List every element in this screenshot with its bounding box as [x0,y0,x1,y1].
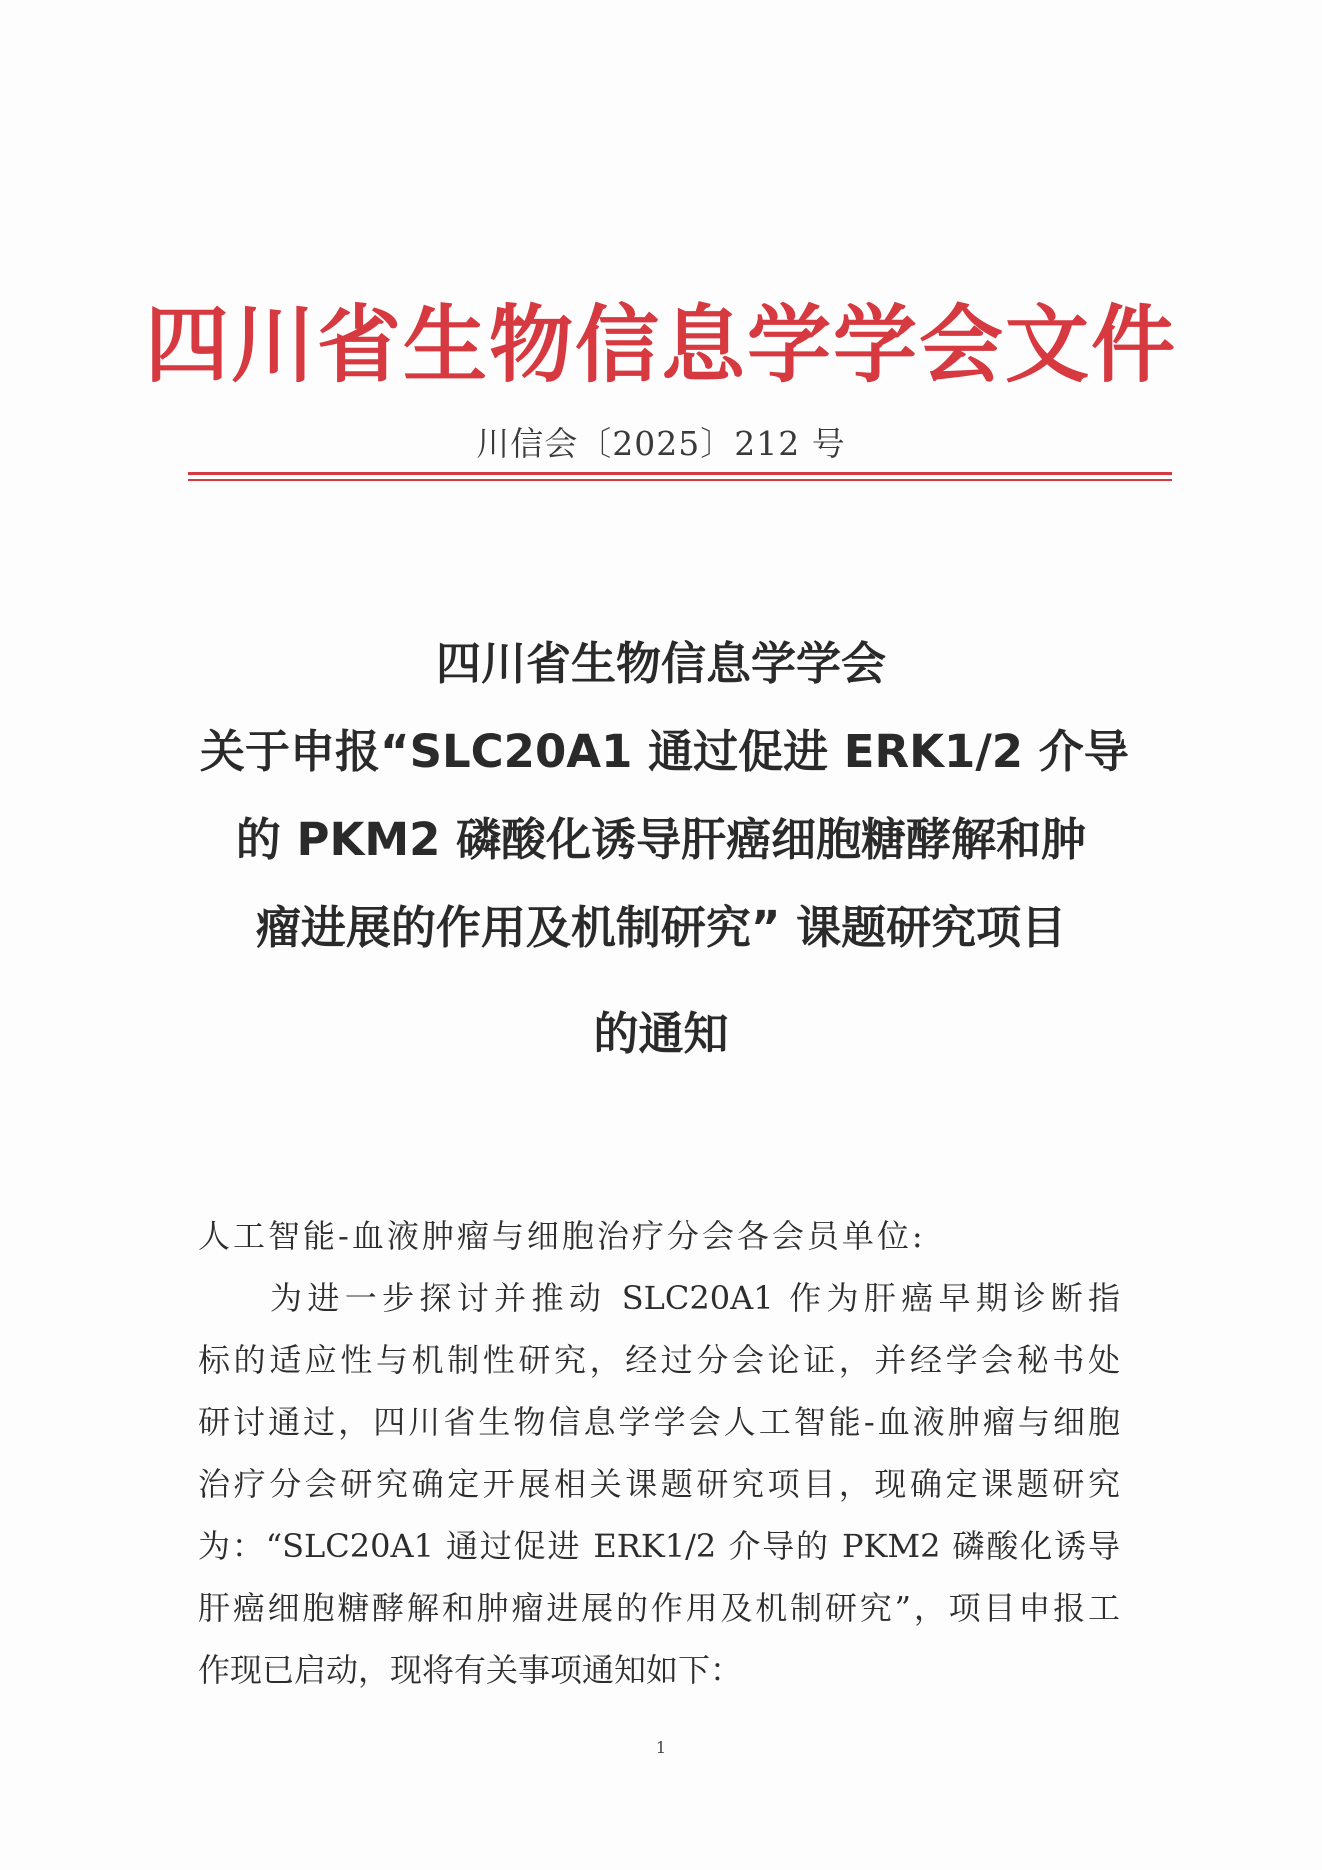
notice-body [198,1205,1120,1701]
notice-title-line: 关于申报“SLC20A1 通过促进 ERK1/2 介导 [200,725,1129,778]
letterhead-divider-bottom [188,479,1172,481]
paragraph-line: 肝癌细胞糖酵解和肿瘤进展的作用及机制研究”，项目申报工 [198,1589,1120,1627]
page-number: 1 [655,1738,667,1757]
paragraph-line: 为：“SLC20A1 通过促进 ERK1/2 介导的 PKM2 磷酸化诱导 [198,1527,1120,1565]
paragraph-line: 研讨通过，四川省生物信息学学会人工智能-血液肿瘤与细胞 [198,1403,1120,1441]
notice-title-line: 的 PKM2 磷酸化诱导肝癌细胞糖酵解和肿 [235,813,1087,866]
paragraph-line: 标的适应性与机制性研究，经过分会论证，并经学会秘书处 [198,1341,1120,1379]
notice-title-line: 的通知 [593,1007,729,1060]
notice-title-line: 瘤进展的作用及机制研究” 课题研究项目 [255,901,1067,954]
letterhead-divider-top [188,472,1172,475]
notice-title [200,620,1129,1078]
letterhead-title: 四川省生物信息学学会文件 [144,296,1177,394]
paragraph-line: 治疗分会研究确定开展相关课题研究项目，现确定课题研究 [198,1465,1120,1503]
paragraph-line: 作现已启动，现将有关事项通知如下： [198,1651,743,1689]
paragraph-line: 为进一步探讨并推动 SLC20A1 作为肝癌早期诊断指 [270,1279,1120,1317]
notice-title-line: 四川省生物信息学学会 [435,637,886,690]
salutation: 人工智能-血液肿瘤与细胞治疗分会各会员单位: [198,1217,926,1255]
document-number: 川信会〔2025〕212 号 [476,424,846,463]
